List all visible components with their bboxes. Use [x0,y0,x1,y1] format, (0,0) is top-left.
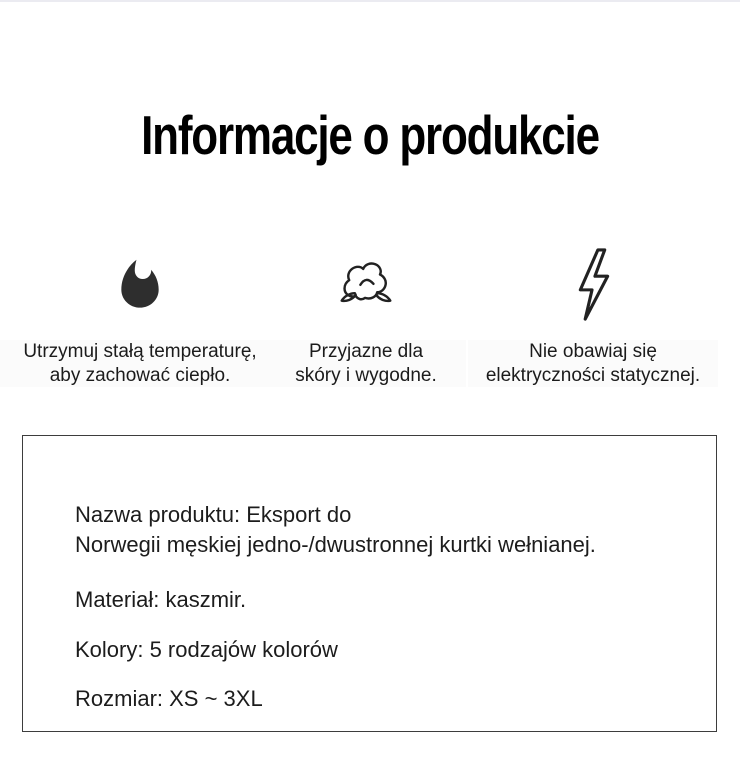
cotton-icon [266,243,466,327]
product-colors: Kolory: 5 rodzajów kolorów [75,637,338,662]
lightning-bolt-icon [468,243,718,327]
feature-skin-friendly [266,243,466,387]
product-size: Rozmiar: XS ~ 3XL [75,686,263,711]
caption-line: Przyjazne dla [308,341,424,362]
feature-warmth-caption [0,340,280,387]
top-divider [0,0,740,2]
product-name [23,500,716,560]
feature-anti-static-caption [468,340,718,387]
caption-line: Nie obawiaj się [529,341,657,362]
caption-line: aby zachować ciepło. [49,364,231,386]
feature-skin-friendly-caption [266,340,466,387]
product-name-line: Nazwa produktu: Eksport do [75,502,352,527]
feature-anti-static [468,243,718,387]
caption-line: elektryczności statycznej. [485,364,701,386]
page-title: Informacje o produkcie [141,104,599,166]
caption-line: Utrzymuj stałą temperaturę, [23,341,257,362]
feature-warmth [0,243,280,387]
product-material: Materiał: kaszmir. [75,587,247,612]
flame-icon [0,243,280,327]
caption-line: skóry i wygodne. [295,364,437,386]
product-info-box [22,435,717,732]
product-name-line: Norwegii męskiej jedno-/dwustronnej kurtki wełnianej. [75,532,596,557]
